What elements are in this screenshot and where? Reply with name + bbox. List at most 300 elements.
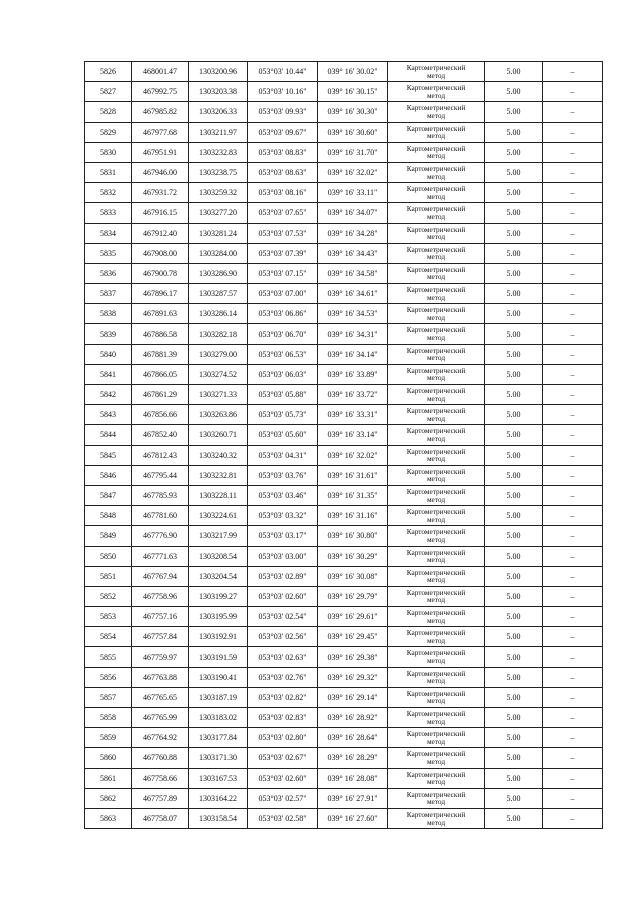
point-number-cell: 5826 bbox=[85, 62, 132, 82]
point-number-cell: 5858 bbox=[85, 708, 132, 728]
method-label-line1: Картометрический bbox=[406, 204, 466, 214]
accuracy-cell: 5.00 bbox=[485, 506, 543, 526]
method-cell bbox=[388, 344, 485, 364]
y-coordinate-cell: 1303191.59 bbox=[189, 647, 248, 667]
longitude-cell: 039° 16' 29.45" bbox=[318, 627, 388, 647]
note-cell: – bbox=[543, 667, 603, 687]
x-coordinate-cell: 467795.44 bbox=[132, 465, 189, 485]
x-coordinate-cell: 467763.88 bbox=[132, 667, 189, 687]
point-number-cell: 5836 bbox=[85, 263, 132, 283]
latitude-cell: 053°03' 03.76" bbox=[248, 465, 318, 485]
accuracy-cell: 5.00 bbox=[485, 324, 543, 344]
x-coordinate-cell: 467866.05 bbox=[132, 364, 189, 384]
method-label-line2: метод bbox=[426, 555, 446, 565]
x-coordinate-cell: 467765.65 bbox=[132, 687, 189, 707]
x-coordinate-cell: 467785.93 bbox=[132, 485, 189, 505]
method-label-line2: метод bbox=[426, 656, 446, 666]
point-number-cell: 5844 bbox=[85, 425, 132, 445]
latitude-cell: 053°03' 02.63" bbox=[248, 647, 318, 667]
method-label-line1: Картометрический bbox=[406, 587, 466, 597]
method-cell bbox=[388, 526, 485, 546]
method-label-line1: Картометрический bbox=[406, 446, 466, 456]
note-cell: – bbox=[543, 788, 603, 808]
point-number-cell: 5833 bbox=[85, 203, 132, 223]
table-row bbox=[85, 263, 603, 283]
method-cell bbox=[388, 122, 485, 142]
longitude-cell: 039° 16' 30.08" bbox=[318, 566, 388, 586]
accuracy-cell: 5.00 bbox=[485, 142, 543, 162]
x-coordinate-cell: 467900.78 bbox=[132, 263, 189, 283]
note-cell: – bbox=[543, 162, 603, 182]
table-row bbox=[85, 627, 603, 647]
latitude-cell: 053°03' 06.53" bbox=[248, 344, 318, 364]
document-page bbox=[84, 61, 603, 829]
y-coordinate-cell: 1303238.75 bbox=[189, 162, 248, 182]
method-label-line2: метод bbox=[426, 393, 446, 403]
longitude-cell: 039° 16' 28.08" bbox=[318, 768, 388, 788]
note-cell: – bbox=[543, 324, 603, 344]
note-cell: – bbox=[543, 566, 603, 586]
method-cell bbox=[388, 465, 485, 485]
y-coordinate-cell: 1303211.97 bbox=[189, 122, 248, 142]
point-number-cell: 5847 bbox=[85, 485, 132, 505]
x-coordinate-cell: 467759.97 bbox=[132, 647, 189, 667]
longitude-cell: 039° 16' 34.43" bbox=[318, 243, 388, 263]
longitude-cell: 039° 16' 31.61" bbox=[318, 465, 388, 485]
table-row bbox=[85, 243, 603, 263]
table-row bbox=[85, 405, 603, 425]
latitude-cell: 053°03' 02.80" bbox=[248, 728, 318, 748]
method-label-line1: Картометрический bbox=[406, 527, 466, 537]
accuracy-cell: 5.00 bbox=[485, 183, 543, 203]
method-label-line1: Картометрический bbox=[406, 547, 466, 557]
coordinates-table bbox=[84, 61, 603, 829]
x-coordinate-cell: 467776.90 bbox=[132, 526, 189, 546]
method-label-line1: Картометрический bbox=[406, 769, 466, 779]
accuracy-cell: 5.00 bbox=[485, 243, 543, 263]
latitude-cell: 053°03' 02.76" bbox=[248, 667, 318, 687]
method-cell bbox=[388, 728, 485, 748]
accuracy-cell: 5.00 bbox=[485, 344, 543, 364]
y-coordinate-cell: 1303206.33 bbox=[189, 102, 248, 122]
method-label-line1: Картометрический bbox=[406, 123, 466, 133]
note-cell: – bbox=[543, 728, 603, 748]
method-label-line2: метод bbox=[426, 191, 446, 201]
method-label-line1: Картометрический bbox=[406, 143, 466, 153]
latitude-cell: 053°03' 07.00" bbox=[248, 284, 318, 304]
longitude-cell: 039° 16' 30.80" bbox=[318, 526, 388, 546]
latitude-cell: 053°03' 08.63" bbox=[248, 162, 318, 182]
method-label-line1: Картометрический bbox=[406, 103, 466, 113]
method-cell bbox=[388, 748, 485, 768]
table-row bbox=[85, 203, 603, 223]
table-row bbox=[85, 506, 603, 526]
latitude-cell: 053°03' 10.16" bbox=[248, 82, 318, 102]
method-label-line1: Картометрический bbox=[406, 507, 466, 517]
latitude-cell: 053°03' 06.70" bbox=[248, 324, 318, 344]
method-cell bbox=[388, 586, 485, 606]
table-row bbox=[85, 445, 603, 465]
accuracy-cell: 5.00 bbox=[485, 304, 543, 324]
longitude-cell: 039° 16' 31.35" bbox=[318, 485, 388, 505]
table-row bbox=[85, 284, 603, 304]
table-row bbox=[85, 667, 603, 687]
accuracy-cell: 5.00 bbox=[485, 748, 543, 768]
x-coordinate-cell: 467931.72 bbox=[132, 183, 189, 203]
method-cell bbox=[388, 102, 485, 122]
y-coordinate-cell: 1303203.38 bbox=[189, 82, 248, 102]
method-label-line1: Картометрический bbox=[406, 749, 466, 759]
accuracy-cell: 5.00 bbox=[485, 708, 543, 728]
method-label-line1: Картометрический bbox=[406, 365, 466, 375]
accuracy-cell: 5.00 bbox=[485, 607, 543, 627]
latitude-cell: 053°03' 06.86" bbox=[248, 304, 318, 324]
table-row bbox=[85, 748, 603, 768]
table-row bbox=[85, 485, 603, 505]
longitude-cell: 039° 16' 27.91" bbox=[318, 788, 388, 808]
method-label-line1: Картометрический bbox=[406, 184, 466, 194]
note-cell: – bbox=[543, 586, 603, 606]
point-number-cell: 5860 bbox=[85, 748, 132, 768]
accuracy-cell: 5.00 bbox=[485, 203, 543, 223]
point-number-cell: 5862 bbox=[85, 788, 132, 808]
latitude-cell: 053°03' 04.31" bbox=[248, 445, 318, 465]
y-coordinate-cell: 1303187.19 bbox=[189, 687, 248, 707]
method-label-line2: метод bbox=[426, 131, 446, 141]
latitude-cell: 053°03' 02.56" bbox=[248, 627, 318, 647]
point-number-cell: 5852 bbox=[85, 586, 132, 606]
method-cell bbox=[388, 284, 485, 304]
y-coordinate-cell: 1303200.96 bbox=[189, 62, 248, 82]
method-label-line2: метод bbox=[426, 171, 446, 181]
longitude-cell: 039° 16' 32.02" bbox=[318, 445, 388, 465]
latitude-cell: 053°03' 03.32" bbox=[248, 506, 318, 526]
latitude-cell: 053°03' 02.89" bbox=[248, 566, 318, 586]
latitude-cell: 053°03' 07.15" bbox=[248, 263, 318, 283]
method-cell bbox=[388, 162, 485, 182]
x-coordinate-cell: 467856.66 bbox=[132, 405, 189, 425]
method-label-line2: метод bbox=[426, 292, 446, 302]
accuracy-cell: 5.00 bbox=[485, 102, 543, 122]
method-label-line2: метод bbox=[426, 595, 446, 605]
coordinates-table-body bbox=[85, 62, 603, 829]
method-label-line1: Картометрический bbox=[406, 345, 466, 355]
longitude-cell: 039° 16' 32.02" bbox=[318, 162, 388, 182]
x-coordinate-cell: 467760.88 bbox=[132, 748, 189, 768]
point-number-cell: 5848 bbox=[85, 506, 132, 526]
y-coordinate-cell: 1303284.00 bbox=[189, 243, 248, 263]
table-row bbox=[85, 344, 603, 364]
point-number-cell: 5855 bbox=[85, 647, 132, 667]
table-row bbox=[85, 546, 603, 566]
longitude-cell: 039° 16' 34.31" bbox=[318, 324, 388, 344]
point-number-cell: 5854 bbox=[85, 627, 132, 647]
accuracy-cell: 5.00 bbox=[485, 364, 543, 384]
point-number-cell: 5831 bbox=[85, 162, 132, 182]
latitude-cell: 053°03' 03.46" bbox=[248, 485, 318, 505]
x-coordinate-cell: 467908.00 bbox=[132, 243, 189, 263]
accuracy-cell: 5.00 bbox=[485, 405, 543, 425]
table-row bbox=[85, 162, 603, 182]
method-cell bbox=[388, 405, 485, 425]
y-coordinate-cell: 1303167.53 bbox=[189, 768, 248, 788]
x-coordinate-cell: 467992.75 bbox=[132, 82, 189, 102]
y-coordinate-cell: 1303224.61 bbox=[189, 506, 248, 526]
accuracy-cell: 5.00 bbox=[485, 223, 543, 243]
method-label-line1: Картометрический bbox=[406, 729, 466, 739]
table-row bbox=[85, 183, 603, 203]
table-row bbox=[85, 142, 603, 162]
point-number-cell: 5845 bbox=[85, 445, 132, 465]
longitude-cell: 039° 16' 29.14" bbox=[318, 687, 388, 707]
method-cell bbox=[388, 183, 485, 203]
longitude-cell: 039° 16' 34.58" bbox=[318, 263, 388, 283]
y-coordinate-cell: 1303199.27 bbox=[189, 586, 248, 606]
y-coordinate-cell: 1303260.71 bbox=[189, 425, 248, 445]
point-number-cell: 5837 bbox=[85, 284, 132, 304]
accuracy-cell: 5.00 bbox=[485, 385, 543, 405]
method-label-line2: метод bbox=[426, 90, 446, 100]
latitude-cell: 053°03' 02.57" bbox=[248, 788, 318, 808]
point-number-cell: 5834 bbox=[85, 223, 132, 243]
accuracy-cell: 5.00 bbox=[485, 122, 543, 142]
method-cell bbox=[388, 566, 485, 586]
table-row bbox=[85, 566, 603, 586]
y-coordinate-cell: 1303208.54 bbox=[189, 546, 248, 566]
longitude-cell: 039° 16' 33.11" bbox=[318, 183, 388, 203]
point-number-cell: 5838 bbox=[85, 304, 132, 324]
method-label-line1: Картометрический bbox=[406, 466, 466, 476]
y-coordinate-cell: 1303190.41 bbox=[189, 667, 248, 687]
method-cell bbox=[388, 304, 485, 324]
method-label-line2: метод bbox=[426, 110, 446, 120]
method-label-line2: метод bbox=[426, 353, 446, 363]
x-coordinate-cell: 467767.94 bbox=[132, 566, 189, 586]
table-row bbox=[85, 324, 603, 344]
table-row bbox=[85, 808, 603, 828]
longitude-cell: 039° 16' 29.61" bbox=[318, 607, 388, 627]
method-cell bbox=[388, 82, 485, 102]
longitude-cell: 039° 16' 30.30" bbox=[318, 102, 388, 122]
note-cell: – bbox=[543, 405, 603, 425]
method-cell bbox=[388, 687, 485, 707]
method-cell bbox=[388, 546, 485, 566]
method-label-line2: метод bbox=[426, 575, 446, 585]
method-label-line2: метод bbox=[426, 70, 446, 80]
point-number-cell: 5849 bbox=[85, 526, 132, 546]
method-label-line2: метод bbox=[426, 615, 446, 625]
y-coordinate-cell: 1303271.33 bbox=[189, 385, 248, 405]
method-label-line1: Картометрический bbox=[406, 608, 466, 618]
method-cell bbox=[388, 324, 485, 344]
note-cell: – bbox=[543, 344, 603, 364]
note-cell: – bbox=[543, 425, 603, 445]
note-cell: – bbox=[543, 223, 603, 243]
x-coordinate-cell: 467765.99 bbox=[132, 708, 189, 728]
note-cell: – bbox=[543, 183, 603, 203]
method-cell bbox=[388, 647, 485, 667]
point-number-cell: 5841 bbox=[85, 364, 132, 384]
point-number-cell: 5859 bbox=[85, 728, 132, 748]
method-label-line1: Картометрический bbox=[406, 244, 466, 254]
method-label-line1: Картометрический bbox=[406, 224, 466, 234]
table-row bbox=[85, 728, 603, 748]
accuracy-cell: 5.00 bbox=[485, 788, 543, 808]
x-coordinate-cell: 467951.91 bbox=[132, 142, 189, 162]
table-row bbox=[85, 223, 603, 243]
y-coordinate-cell: 1303232.83 bbox=[189, 142, 248, 162]
accuracy-cell: 5.00 bbox=[485, 728, 543, 748]
note-cell: – bbox=[543, 122, 603, 142]
method-cell bbox=[388, 808, 485, 828]
table-row bbox=[85, 465, 603, 485]
note-cell: – bbox=[543, 485, 603, 505]
method-label-line1: Картометрический bbox=[406, 688, 466, 698]
point-number-cell: 5856 bbox=[85, 667, 132, 687]
method-label-line2: метод bbox=[426, 797, 446, 807]
method-label-line2: метод bbox=[426, 474, 446, 484]
accuracy-cell: 5.00 bbox=[485, 263, 543, 283]
note-cell: – bbox=[543, 284, 603, 304]
method-label-line2: метод bbox=[426, 373, 446, 383]
longitude-cell: 039° 16' 30.15" bbox=[318, 82, 388, 102]
method-label-line2: метод bbox=[426, 272, 446, 282]
point-number-cell: 5835 bbox=[85, 243, 132, 263]
method-label-line1: Картометрический bbox=[406, 809, 466, 819]
note-cell: – bbox=[543, 62, 603, 82]
longitude-cell: 039° 16' 34.61" bbox=[318, 284, 388, 304]
method-cell bbox=[388, 445, 485, 465]
latitude-cell: 053°03' 07.53" bbox=[248, 223, 318, 243]
longitude-cell: 039° 16' 30.29" bbox=[318, 546, 388, 566]
point-number-cell: 5842 bbox=[85, 385, 132, 405]
note-cell: – bbox=[543, 102, 603, 122]
method-cell bbox=[388, 385, 485, 405]
note-cell: – bbox=[543, 142, 603, 162]
x-coordinate-cell: 467812.43 bbox=[132, 445, 189, 465]
accuracy-cell: 5.00 bbox=[485, 667, 543, 687]
table-row bbox=[85, 687, 603, 707]
y-coordinate-cell: 1303217.99 bbox=[189, 526, 248, 546]
point-number-cell: 5851 bbox=[85, 566, 132, 586]
method-label-line2: метод bbox=[426, 333, 446, 343]
table-row bbox=[85, 647, 603, 667]
latitude-cell: 053°03' 03.00" bbox=[248, 546, 318, 566]
longitude-cell: 039° 16' 27.60" bbox=[318, 808, 388, 828]
note-cell: – bbox=[543, 627, 603, 647]
accuracy-cell: 5.00 bbox=[485, 465, 543, 485]
longitude-cell: 039° 16' 31.70" bbox=[318, 142, 388, 162]
method-label-line1: Картометрический bbox=[406, 426, 466, 436]
longitude-cell: 039° 16' 30.02" bbox=[318, 62, 388, 82]
y-coordinate-cell: 1303274.52 bbox=[189, 364, 248, 384]
method-cell bbox=[388, 425, 485, 445]
y-coordinate-cell: 1303240.32 bbox=[189, 445, 248, 465]
longitude-cell: 039° 16' 34.28" bbox=[318, 223, 388, 243]
longitude-cell: 039° 16' 29.32" bbox=[318, 667, 388, 687]
method-cell bbox=[388, 223, 485, 243]
method-label-line1: Картометрический bbox=[406, 325, 466, 335]
longitude-cell: 039° 16' 28.92" bbox=[318, 708, 388, 728]
accuracy-cell: 5.00 bbox=[485, 566, 543, 586]
y-coordinate-cell: 1303228.11 bbox=[189, 485, 248, 505]
point-number-cell: 5839 bbox=[85, 324, 132, 344]
latitude-cell: 053°03' 03.17" bbox=[248, 526, 318, 546]
method-label-line2: метод bbox=[426, 736, 446, 746]
longitude-cell: 039° 16' 34.53" bbox=[318, 304, 388, 324]
accuracy-cell: 5.00 bbox=[485, 768, 543, 788]
y-coordinate-cell: 1303281.24 bbox=[189, 223, 248, 243]
point-number-cell: 5830 bbox=[85, 142, 132, 162]
method-label-line1: Картометрический bbox=[406, 668, 466, 678]
latitude-cell: 053°03' 02.82" bbox=[248, 687, 318, 707]
latitude-cell: 053°03' 10.44" bbox=[248, 62, 318, 82]
method-label-line1: Картометрический bbox=[406, 406, 466, 416]
x-coordinate-cell: 467757.16 bbox=[132, 607, 189, 627]
y-coordinate-cell: 1303204.54 bbox=[189, 566, 248, 586]
point-number-cell: 5846 bbox=[85, 465, 132, 485]
note-cell: – bbox=[543, 243, 603, 263]
note-cell: – bbox=[543, 768, 603, 788]
method-cell bbox=[388, 62, 485, 82]
note-cell: – bbox=[543, 465, 603, 485]
accuracy-cell: 5.00 bbox=[485, 62, 543, 82]
table-row bbox=[85, 586, 603, 606]
method-label-line2: метод bbox=[426, 232, 446, 242]
x-coordinate-cell: 467757.84 bbox=[132, 627, 189, 647]
note-cell: – bbox=[543, 607, 603, 627]
y-coordinate-cell: 1303158.54 bbox=[189, 808, 248, 828]
method-label-line1: Картометрический bbox=[406, 83, 466, 93]
table-row bbox=[85, 304, 603, 324]
latitude-cell: 053°03' 08.83" bbox=[248, 142, 318, 162]
y-coordinate-cell: 1303287.57 bbox=[189, 284, 248, 304]
method-label-line2: метод bbox=[426, 756, 446, 766]
accuracy-cell: 5.00 bbox=[485, 627, 543, 647]
y-coordinate-cell: 1303286.14 bbox=[189, 304, 248, 324]
latitude-cell: 053°03' 02.54" bbox=[248, 607, 318, 627]
y-coordinate-cell: 1303279.00 bbox=[189, 344, 248, 364]
note-cell: – bbox=[543, 203, 603, 223]
latitude-cell: 053°03' 05.73" bbox=[248, 405, 318, 425]
longitude-cell: 039° 16' 31.16" bbox=[318, 506, 388, 526]
method-cell bbox=[388, 364, 485, 384]
table-row bbox=[85, 425, 603, 445]
longitude-cell: 039° 16' 33.31" bbox=[318, 405, 388, 425]
longitude-cell: 039° 16' 30.60" bbox=[318, 122, 388, 142]
method-cell bbox=[388, 506, 485, 526]
x-coordinate-cell: 467946.00 bbox=[132, 162, 189, 182]
x-coordinate-cell: 467861.29 bbox=[132, 385, 189, 405]
longitude-cell: 039° 16' 34.07" bbox=[318, 203, 388, 223]
point-number-cell: 5850 bbox=[85, 546, 132, 566]
y-coordinate-cell: 1303164.22 bbox=[189, 788, 248, 808]
table-row bbox=[85, 102, 603, 122]
point-number-cell: 5840 bbox=[85, 344, 132, 364]
note-cell: – bbox=[543, 506, 603, 526]
latitude-cell: 053°03' 05.60" bbox=[248, 425, 318, 445]
y-coordinate-cell: 1303195.99 bbox=[189, 607, 248, 627]
method-cell bbox=[388, 768, 485, 788]
x-coordinate-cell: 467758.66 bbox=[132, 768, 189, 788]
y-coordinate-cell: 1303259.32 bbox=[189, 183, 248, 203]
point-number-cell: 5857 bbox=[85, 687, 132, 707]
method-label-line2: метод bbox=[426, 514, 446, 524]
y-coordinate-cell: 1303192.91 bbox=[189, 627, 248, 647]
table-row bbox=[85, 364, 603, 384]
longitude-cell: 039° 16' 33.72" bbox=[318, 385, 388, 405]
accuracy-cell: 5.00 bbox=[485, 808, 543, 828]
